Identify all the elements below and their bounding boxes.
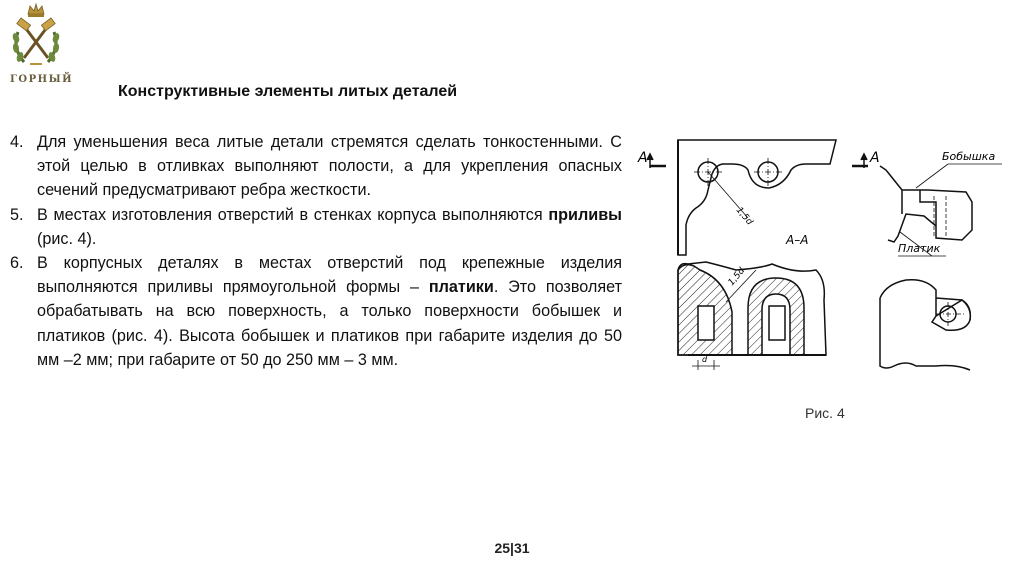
- top-view-drawing: [678, 140, 836, 255]
- logo-text: ГОРНЫЙ: [10, 74, 74, 85]
- boss-label: Бобышка: [942, 150, 996, 163]
- section-marker-left: [647, 154, 666, 168]
- list-item-number: 4.: [10, 133, 24, 151]
- dim-d-label: d: [702, 355, 708, 364]
- dim-top-label: 1,5d: [733, 205, 755, 228]
- list-item-text: . Это позволяет обрабатывать на всю поверхность, а только поверхности бобышек и платиков (рис. 4). Высота бобышек и платиков при габарите изделия до 50 мм –2 мм; при габарите от 50 до 250 мм – 3 мм.: [37, 278, 622, 369]
- list-item-text: (рис. 4).: [37, 229, 97, 248]
- list-item: [10, 130, 622, 203]
- bold-term: платики: [428, 278, 494, 297]
- pad-label: Платик: [898, 242, 941, 255]
- list-item-number: 5.: [10, 205, 24, 224]
- list-item-text: В корпусных деталях в местах отверстий под крепежные изделия выполняются приливы прямоугольной формы –: [37, 254, 622, 297]
- bold-term: приливы: [548, 205, 622, 224]
- casting-elements-figure: [636, 130, 1006, 380]
- crossed-hammers-crown-icon: [4, 2, 68, 74]
- list-item: [10, 203, 622, 251]
- section-aa-label: A–A: [786, 233, 809, 247]
- list-item-text: Для уменьшения веса литые детали стремятся сделать тонкостенными. С этой целью в отливках выполняют полости, а для укрепления опасных сечений предусматривают ребра жесткости.: [37, 133, 622, 200]
- section-view-drawing: [678, 262, 826, 370]
- figure-caption: Рис. 4: [805, 405, 845, 421]
- list-item: [10, 251, 622, 372]
- section-label-right: A: [870, 150, 880, 166]
- numbered-list: [10, 130, 622, 372]
- slide-title: Конструктивные элементы литых деталей: [118, 83, 458, 100]
- dim-bottom-label: 1,5d: [726, 266, 748, 288]
- page-counter: 25|31: [494, 540, 530, 556]
- university-logo: [4, 2, 74, 92]
- section-label-left: A: [638, 150, 648, 166]
- list-item-text: В местах изготовления отверстий в стенках корпуса выполняются: [37, 205, 549, 224]
- section-marker-right: [852, 154, 868, 168]
- list-item-number: 6.: [10, 254, 24, 273]
- pad-top-view: [880, 280, 970, 370]
